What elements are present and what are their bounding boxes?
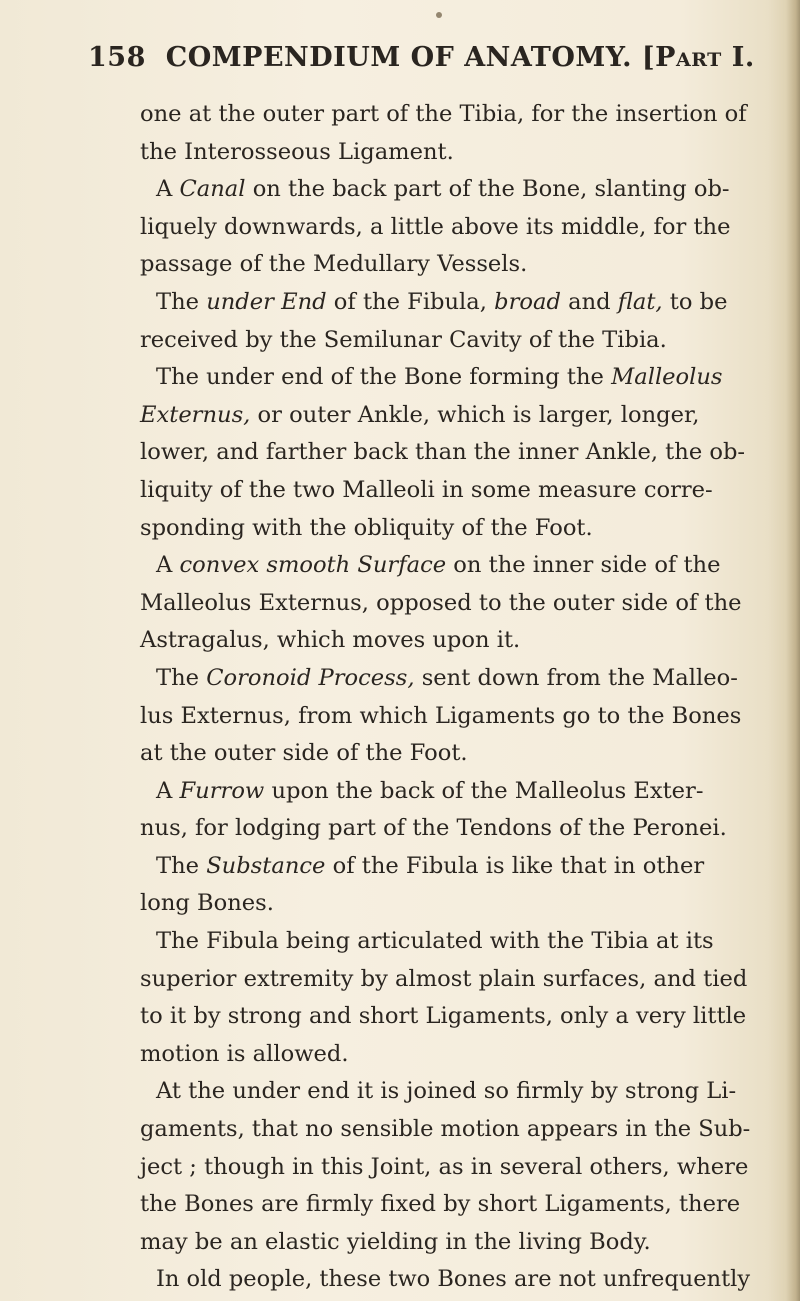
text-line — [140, 1186, 750, 1224]
running-header — [88, 42, 768, 73]
text-line — [140, 622, 750, 660]
text-line — [140, 96, 750, 134]
text-line — [140, 660, 750, 698]
italic-text: Coronoid Process, — [206, 664, 415, 691]
italic-text: Substance — [206, 852, 326, 879]
text-line — [140, 961, 750, 999]
text-line — [140, 284, 750, 322]
page-edge-shadow — [786, 0, 800, 1301]
text-run: of the Fibula, — [326, 288, 495, 315]
text-run: lus Externus, from which Ligaments go to the Bones — [140, 702, 742, 729]
text-run: to it by strong and short Ligaments, only a very little — [140, 1003, 747, 1030]
text-line — [140, 209, 750, 247]
text-line — [140, 246, 750, 284]
text-run: passage of the Medullary Vessels. — [140, 251, 528, 278]
text-run: ject ; though in this Joint, as in several others, where — [140, 1153, 749, 1180]
italic-text: flat, — [617, 288, 663, 315]
text-run: In old people, these two Bones are not unfrequently — [156, 1266, 751, 1293]
text-line — [140, 848, 750, 886]
text-run: superior extremity by almost plain surfaces, and tied — [140, 965, 748, 992]
text-run: The Fibula being articulated with the Tibia at its — [156, 928, 714, 955]
text-line — [140, 1224, 750, 1262]
text-line — [140, 434, 750, 472]
text-line — [140, 885, 750, 923]
text-run: The — [156, 288, 207, 315]
text-line — [140, 1036, 750, 1074]
header-part: [Part I. — [641, 42, 755, 73]
text-run: motion is allowed. — [140, 1040, 349, 1067]
italic-text: Malleolus — [611, 364, 723, 391]
italic-text: Furrow — [179, 777, 265, 804]
text-run: sent down from the Malleo- — [414, 664, 738, 691]
italic-text: broad — [494, 288, 561, 315]
text-line — [140, 359, 750, 397]
body-text — [140, 96, 750, 1299]
text-run: A — [156, 552, 180, 579]
text-line — [140, 472, 750, 510]
text-line — [140, 810, 750, 848]
text-run: may be an elastic yielding in the living Body. — [140, 1228, 651, 1255]
text-line — [140, 1261, 750, 1299]
text-run: or outer Ankle, which is larger, longer, — [250, 401, 700, 428]
text-run: long Bones. — [140, 890, 274, 917]
text-run: one at the outer part of the Tibia, for the insertion of — [140, 101, 747, 127]
text-line — [140, 1149, 750, 1187]
text-run: Astragalus, which moves upon it. — [140, 627, 521, 654]
text-line — [140, 773, 750, 811]
text-line — [140, 547, 750, 585]
text-line — [140, 322, 750, 360]
ink-speck — [436, 12, 442, 18]
text-line — [140, 1073, 750, 1111]
text-run: A — [156, 777, 180, 804]
page-number: 158 — [88, 42, 146, 73]
text-run: A — [156, 176, 180, 203]
text-run: The — [156, 664, 207, 691]
text-line — [140, 510, 750, 548]
text-run: sponding with the obliquity of the Foot. — [140, 514, 593, 541]
text-line — [140, 585, 750, 623]
italic-text: under End — [206, 288, 327, 315]
text-run: upon the back of the Malleolus Exter- — [264, 777, 704, 804]
text-run: gaments, that no sensible motion appears in the Sub- — [140, 1116, 751, 1143]
text-run: nus, for lodging part of the Tendons of the Peronei. — [140, 815, 727, 842]
text-line — [140, 171, 750, 209]
text-line — [140, 1111, 750, 1149]
text-run: on the inner side of the — [446, 552, 721, 579]
text-line — [140, 134, 750, 172]
text-line — [140, 923, 750, 961]
text-line — [140, 998, 750, 1036]
text-run: At the under end it is joined so firmly by strong Li- — [156, 1078, 737, 1105]
text-line — [140, 698, 750, 736]
italic-text: Canal — [179, 176, 246, 203]
italic-text: convex smooth Surface — [179, 552, 447, 579]
text-run: The — [156, 852, 207, 879]
italic-text: Externus, — [140, 401, 251, 428]
text-run: of the Fibula is like that in other — [325, 852, 705, 879]
text-run: on the back part of the Bone, slanting ob- — [245, 176, 730, 203]
text-run: Malleolus Externus, opposed to the outer side of the — [140, 589, 742, 616]
text-run: and — [560, 288, 618, 315]
text-run: liquity of the two Malleoli in some measure corre- — [140, 476, 713, 503]
text-run: the Interosseous Ligament. — [140, 138, 454, 165]
text-line — [140, 397, 750, 435]
text-run: received by the Semilunar Cavity of the Tibia. — [140, 326, 667, 353]
text-run: lower, and farther back than the inner Ankle, the ob- — [140, 439, 746, 466]
text-run: the Bones are firmly fixed by short Ligaments, there — [140, 1191, 741, 1218]
header-title: COMPENDIUM OF ANATOMY. — [165, 42, 632, 73]
text-run: liquely downwards, a little above its middle, for the — [140, 213, 731, 240]
text-run: The under end of the Bone forming the — [156, 364, 612, 391]
text-run: at the outer side of the Foot. — [140, 740, 468, 767]
text-line — [140, 735, 750, 773]
text-run: to be — [662, 288, 728, 315]
